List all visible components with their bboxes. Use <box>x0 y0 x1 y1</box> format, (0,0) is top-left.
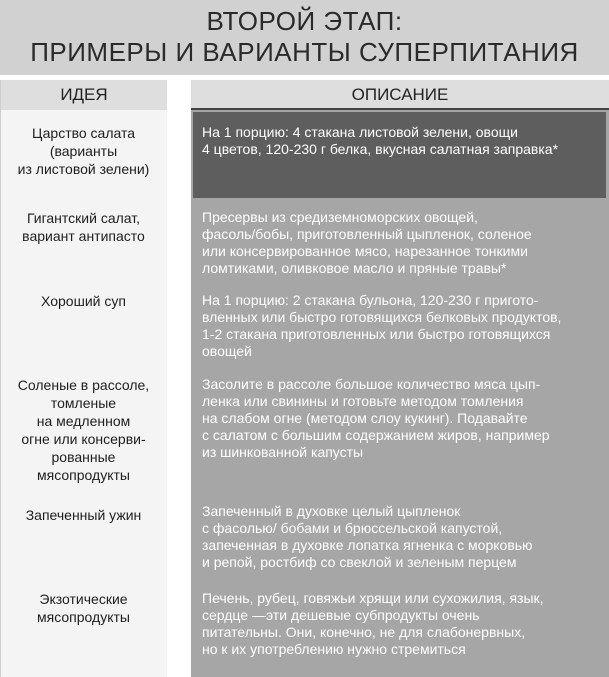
idea-cell-6 <box>0 590 167 626</box>
idea-line: томленые <box>50 395 117 411</box>
idea-line: мясопродукты <box>37 609 130 625</box>
desc-line: 4 цветов, 120-230 г белка, вкусная салатная заправка* <box>202 141 559 157</box>
idea-cell-3 <box>0 292 167 310</box>
idea-cell-2 <box>0 209 167 245</box>
idea-line: Гигантский салат, <box>26 210 141 226</box>
desc-line: Пресервы из средиземноморских овощей, <box>202 209 478 225</box>
desc-line: 1-2 стакана приготовленных или быстро готовящихся <box>202 326 551 342</box>
idea-line: Экзотические <box>39 591 128 607</box>
title-line-1: ВТОРОЙ ЭТАП: <box>206 6 403 36</box>
idea-cell-4 <box>0 376 167 484</box>
description-cell-5 <box>202 503 606 571</box>
desc-line: питательны. Они, конечно, не для слабонервных, <box>202 624 526 640</box>
desc-line: На 1 порцию: 4 стакана листовой зелени, овощи <box>202 124 518 140</box>
idea-line: Хороший суп <box>41 293 126 309</box>
desc-line: На 1 порцию: 2 стакана бульона, 120-230 г пригото- <box>202 292 539 308</box>
desc-line: овощей <box>202 343 252 359</box>
desc-line: Печень, рубец, говяжьи хрящи или сухожилия, язык, <box>202 590 544 606</box>
description-cell-2 <box>202 209 606 277</box>
idea-header: ИДЕЯ <box>0 80 167 110</box>
desc-line: или консервированное мясо, нарезанное тонкими <box>202 243 528 259</box>
idea-line: из листовой зелени) <box>17 161 150 177</box>
idea-line: рованные <box>51 449 116 465</box>
idea-line: вариант антипасто <box>22 228 145 244</box>
desc-line: из шинкованной капусты <box>202 444 364 460</box>
desc-line: запеченная в духовке лопатка ягненка с морковью <box>202 537 533 553</box>
desc-line: и репой, ростбиф со свеклой и зеленым перцем <box>202 554 517 570</box>
desc-line: вленных или быстро готовящихся белковых продуктов, <box>202 309 562 325</box>
page-title <box>0 0 609 75</box>
description-cell-3 <box>202 292 606 360</box>
desc-line: Засолите в рассоле большое количество мяса цып- <box>202 376 541 392</box>
idea-cell-1 <box>0 124 167 178</box>
desc-line: но к их употреблению нужно стремиться <box>202 641 466 657</box>
description-cell-1 <box>202 124 606 158</box>
idea-line: мясопродукты <box>37 467 130 483</box>
desc-line: Запеченный в духовке целый цыпленок <box>202 503 461 519</box>
desc-line: фасоль/бобы, приготовленный цыпленок, соленое <box>202 226 532 242</box>
title-line-2: ПРИМЕРЫ И ВАРИАНТЫ СУПЕРПИТАНИЯ <box>30 37 579 67</box>
description-header: ОПИСАНИЕ <box>191 80 609 110</box>
idea-line: Запеченный ужин <box>25 507 142 523</box>
desc-line: ломтиками, оливковое масло и пряные травы* <box>202 260 507 276</box>
idea-line: Царство салата <box>31 125 136 141</box>
desc-line: ленка или свинины и готовьте методом томления <box>202 393 524 409</box>
desc-line: сердце —эти дешевые субпродукты очень <box>202 607 480 623</box>
idea-line: огне или консерви- <box>21 431 146 447</box>
idea-line: (варианты <box>49 143 118 159</box>
description-cell-6 <box>202 590 606 658</box>
description-cell-4 <box>202 376 606 461</box>
desc-line: на слабом огне (методом слоу кукинг). Подавайте <box>202 410 528 426</box>
desc-line: с фасолью/ бобами и брюссельской капустой, <box>202 520 503 536</box>
desc-line: с салатом с большим содержанием жиров, например <box>202 427 550 443</box>
idea-line: Соленые в рассоле, <box>17 377 150 393</box>
idea-cell-5 <box>0 506 167 524</box>
idea-line: на медленном <box>36 413 131 429</box>
